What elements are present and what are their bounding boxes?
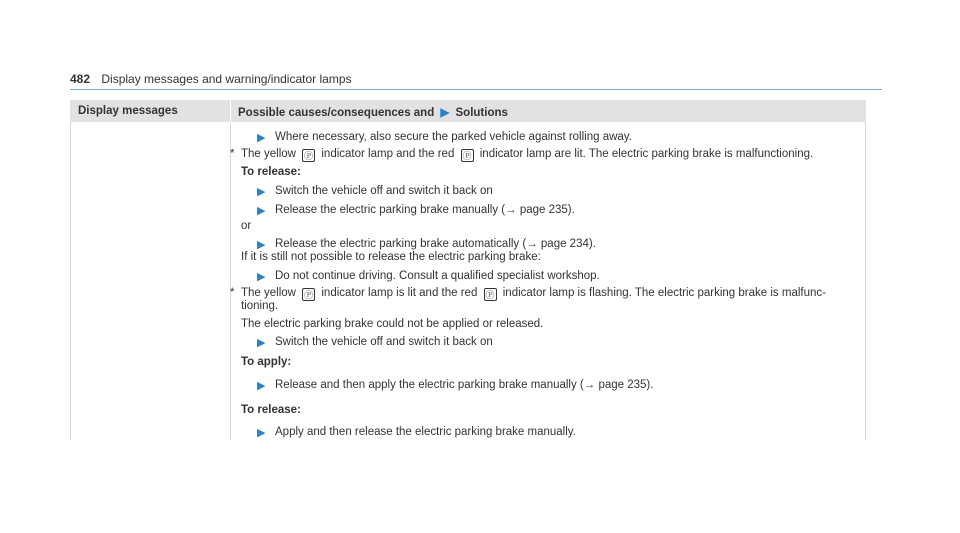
table-column-divider xyxy=(230,122,231,440)
heading-to-release: To release: xyxy=(241,166,301,178)
column-header-causes-solutions xyxy=(238,105,508,119)
parking-brake-lamp-icon: Ⓟ xyxy=(304,151,314,161)
table-header xyxy=(70,100,866,122)
step-arrow-icon: ▶ xyxy=(257,205,266,217)
heading-to-release-2: To release: xyxy=(241,404,301,416)
causes-label: Possible causes/consequences and xyxy=(238,107,435,119)
asterisk: * xyxy=(230,287,235,299)
step-arrow-icon: ▶ xyxy=(257,337,266,349)
parking-brake-lamp-icon: Ⓟ xyxy=(304,290,314,300)
cause-paragraph-1: * The yellow Ⓟ indicator lamp and the red Ⓟ indicator lamp are lit. The electric parking brake is malfunctioning. xyxy=(230,148,814,161)
asterisk: * xyxy=(230,148,235,160)
parking-brake-lamp-icon: Ⓟ xyxy=(462,151,472,161)
step-arrow-icon: ▶ xyxy=(257,239,266,251)
still-not-possible-text: If it is still not possible to release the electric parking brake: xyxy=(241,251,541,263)
cross-reference-arrow-icon: → xyxy=(505,204,517,216)
heading-to-apply: To apply: xyxy=(241,356,292,368)
page-link[interactable]: page 235). xyxy=(598,379,654,391)
page-title: Display messages and warning/indicator lamps xyxy=(101,72,352,86)
or-text: or xyxy=(241,220,252,232)
step-arrow-icon: ▶ xyxy=(257,271,266,283)
step-arrow-icon: ▶ xyxy=(257,380,266,392)
page-number: 482 xyxy=(70,72,91,86)
header-rule xyxy=(70,89,882,90)
cause-paragraph-2: * The yellow Ⓟ indicator lamp is lit and the red Ⓟ indicator lamp is flashing. The electric parking brake is malfunc- xyxy=(230,287,826,300)
step-arrow-icon: ▶ xyxy=(257,132,266,144)
column-header-display-messages: Display messages xyxy=(78,105,178,117)
page-link[interactable]: page 235). xyxy=(519,204,575,216)
table-right-border xyxy=(865,122,866,440)
solutions-label: Solutions xyxy=(455,107,508,119)
cross-reference-arrow-icon: → xyxy=(526,238,538,250)
table-left-border xyxy=(70,122,71,440)
page-header xyxy=(70,72,352,86)
step-arrow-icon: ▶ xyxy=(257,427,266,439)
step-arrow-icon: ▶ xyxy=(257,186,266,198)
cause-paragraph-2-continued: tioning. xyxy=(241,300,279,312)
page-link[interactable]: page 234). xyxy=(540,238,596,250)
solution-arrow-icon: ▶ xyxy=(440,107,450,119)
cross-reference-arrow-icon: → xyxy=(583,379,596,391)
parking-brake-lamp-icon: Ⓟ xyxy=(485,290,495,300)
not-applied-text: The electric parking brake could not be applied or released. xyxy=(241,318,544,330)
header-divider xyxy=(230,100,231,122)
